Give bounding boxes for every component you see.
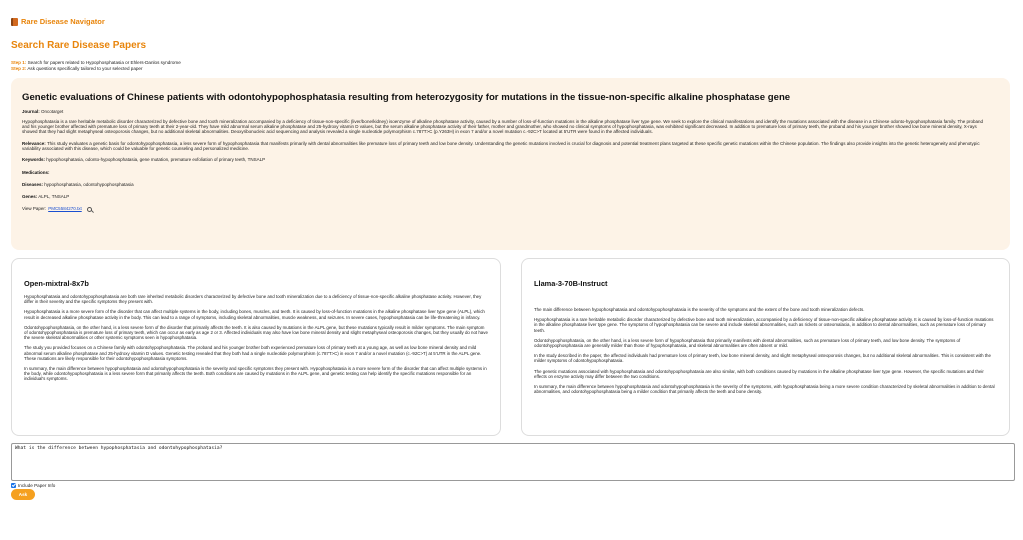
paper-genes: Genes: ALPL, TNSALP — [22, 194, 70, 200]
paper-view-row — [22, 206, 987, 211]
paper-card — [11, 78, 1010, 250]
app-title-text: Rare Disease Navigator — [21, 17, 105, 26]
view-paper-label: View Paper: — [22, 206, 47, 212]
response-paragraph: Hypophosphatasia and odontohypophosphatasia are both rare inherited metabolic disorders characterized by defective bone and tooth mineralization due to a deficiency of tissue-non-specific alkaline phosphatase activity. However, they differ in their severity and the specific symptoms they present with. — [24, 294, 482, 305]
response-paragraph: Hypophosphatasia is a rare heritable metabolic disorder characterized by defective bone and tooth mineralization, accompanied by a deficiency of tissue-non-specific alkaline phosphatase activity. It is caused by loss-of-function mutations in the alkaline phosphatase liver type gene. The symptoms of hypophosphatasia can be severe and include skeletal abnormalities, such as rickets or osteomalacia, in addition to dental abnormalities, such as premature loss of primary teeth. — [534, 317, 994, 333]
model-name-right: Llama-3-70B-Instruct — [534, 279, 608, 288]
response-paragraph: The main difference between hypophosphatasia and odontohypophosphatasia is the severity of the symptoms and the extent of the bone and tooth mineralization defects. — [534, 307, 865, 312]
response-paragraph: In summary, the main difference between hypophosphatasia and odontohypophosphatasia is the severity of the symptoms, with hypophosphatasia being a more severe condition characterized by skeletal abnormalities in addition to dental abnormalities, and odontohypophosphatasia being a milder condition that primarily affects the teeth and bone density. — [534, 384, 995, 395]
response-card-right — [521, 258, 1010, 436]
response-paragraph: Hypophosphatasia is a more severe form of the disorder that can affect multiple systems in the body, including bones, muscles, and teeth. It is caused by loss-of-function mutations in the alkaline phosphatase liver type gene (ALPL), which result in decreased alkaline phosphatase activity in the body. This can lead to a range of symptoms, including skeletal abnormalities, muscle weakness, and seizures. In severe cases, hypophosphatasia can be life-threatening in infancy. — [24, 309, 485, 320]
step-2: Step 2: Ask questions specifically tailored to your selected paper — [11, 65, 143, 71]
response-text-right — [534, 307, 997, 394]
paper-diseases: Diseases: hypophosphatasia, odontohypophosphatasia — [22, 181, 134, 187]
include-paper-info[interactable] — [11, 483, 55, 488]
include-paper-checkbox[interactable] — [11, 483, 16, 488]
paper-abstract: Hypophosphatasia is a rare heritable metabolic disorder characterized by defective bone and tooth mineralization accompanied by a deficiency of tissue-non-specific (liver/bone/kidney) isoenzyme of alkaline phosphatase activity, caused by a number of loss-of-function mutations in the alkaline phosphatase liver type gene. We seek to explore the clinical manifestations and identify the mutations associated with the disease in a Chinese odonto-hypophosphatasia family. The proband and his younger brother affected with premature loss of primary teeth at their 2-year-old. They have mild abnormal serum alkaline phosphatase and 25-hydroxy vitamin D values, but the serum alkaline phosphatase activity of their father, mother and grandmother, who showed no clinical symptoms of hypophosphatasia, was exhibited significant decreased. In addition to premature loss of primary teeth, the proband and his younger brother showed low bone mineral density, X-rays showed that they had slight metaphyseal osteoporosis changes, but no additional skeletal abnormalities. Deoxyribonucleic acid sequencing and analysis revealed a single nucleotide polymorphism c.787T>C (p.Y263H) in exon 7 and/or a novel mutation c.-92C>T located at 5'UTR were found in the affected individuals. — [22, 118, 983, 135]
paper-keywords: Keywords: hypophosphatasia, odonto-hypophosphatasia, gene mutation, premature exfoliation of primary teeth, TNSALP — [22, 157, 266, 163]
response-paragraph: Odontohypophosphatasia, on the other hand, is a less severe form of hypophosphatasia that primarily manifests with dental abnormalities, such as premature loss of primary teeth, and low bone density. The symptoms of odontohypophosphatasia are generally milder than those of hypophosphatasia, and skeletal abnormalities are often absent or mild. — [534, 337, 961, 349]
response-paragraph: In the study described in the paper, the affected individuals had premature loss of primary teeth, low bone mineral density, and slight metaphyseal osteoporosis changes, but no additional skeletal abnormalities. This is consistent with the milder symptoms of odontohypophosphatasia. — [534, 353, 991, 364]
app-title — [11, 17, 105, 26]
response-paragraph: Odontohypophosphatasia, on the other hand, is a less severe form of the disorder that primarily affects the teeth. It is also caused by mutations in the ALPL gene, but these mutations typically result in milder symptoms. The main symptom of odontohypophosphatasia is premature loss of primary teeth, which can occur as early as age 2 or 3. Affected individuals may also have low bone mineral density and slight metaphyseal osteoporosis changes, but they usually do not have the severe skeletal abnormalities or other systemic symptoms seen in hypophosphatasia. — [24, 324, 488, 341]
question-input[interactable] — [11, 443, 1015, 481]
paper-relevance: Relevance: This study evaluates a genetic basis for odontohypophosphatasia, a less severe form of hypophosphatasia that manifests primarily with dental abnormalities like premature loss of primary teeth and low bone density. Understanding the genetic mutations involved is crucial for diagnosis and potential treatment plans targeted at these specific genetic mutations within the Chinese population. The findings also provide insights into the genetic heterogeneity and phenotypic variability associated with this disease, which could be valuable for genetic counseling and personalized medicine. — [22, 140, 980, 151]
ask-button[interactable]: Ask — [11, 489, 35, 500]
response-card-left — [11, 258, 501, 436]
paper-title: Genetic evaluations of Chinese patients with odontohypophosphatasia resulting from heterozygosity for mutations in the tissue-non-specific alkaline phosphatase gene — [22, 92, 791, 103]
book-icon — [11, 18, 18, 26]
step-1: Step 1: Search for papers related to Hypophosphatasia or Ehlers-Danlos syndrome — [11, 60, 181, 65]
include-paper-label: Include Paper Info — [18, 483, 56, 488]
paper-journal: Journal: Oncotarget — [22, 108, 64, 114]
response-paragraph: The study you provided focuses on a Chinese family with odontohypophosphatasia. The proband and his younger brother both experienced premature loss of primary teeth at a young age, as well as low bone mineral density and mild abnormal serum alkaline phosphatase and 25-hydroxy vitamin D values. Genetic testing revealed that they both had a single nucleotide polymorphism (c.787T>C) in exon 7 and/or a novel mutation (c.-92C>T) at 5'UTR in the ALPL gene. These mutations are likely responsible for their odontohypophosphatasia symptoms. — [24, 345, 482, 361]
view-paper-link[interactable]: PMC5584270.txt — [48, 206, 82, 212]
magnifier-icon[interactable] — [87, 207, 92, 212]
response-paragraph: The genetic mutations associated with hypophosphatasia and odontohypophosphatasia are also similar, with both conditions caused by mutations in the alkaline phosphatase liver type gene. However, the specific mutations and their effects on enzyme activity may differ between the two conditions. — [534, 368, 984, 379]
response-text-left — [24, 294, 488, 382]
model-name-left: Open-mixtral-8x7b — [24, 279, 89, 288]
paper-medications: Medications: — [22, 169, 50, 175]
response-paragraph: In summary, the main difference between hypophosphatasia and odontohypophosphatasia is the severity and specific symptoms they present with. Hypophosphatasia is a more severe form of the disorder that can affect multiple systems in the body, while odontohypophosphatasia is a less severe form that primarily affects the teeth. Both conditions are caused by mutations in the ALPL gene, and genetic testing can help identify the specific mutations responsible for an individual's symptoms. — [24, 366, 487, 382]
steps-instructions — [11, 60, 181, 71]
page-title: Search Rare Disease Papers — [11, 40, 147, 51]
